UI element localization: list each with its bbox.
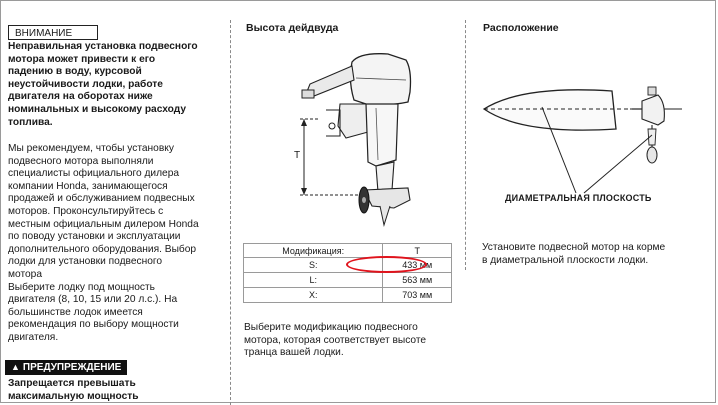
column-divider-right <box>465 20 466 270</box>
table-header-modification: Модификация: <box>244 244 383 258</box>
recommendation-line: Выберите лодку под мощность <box>8 281 155 293</box>
warning-badge-label: ПРЕДУПРЕЖДЕНИЕ <box>22 362 122 373</box>
table-cell-value: 433 мм <box>383 258 452 273</box>
recommendation-line: Мы рекомендуем, чтобы установку <box>8 143 174 154</box>
recommendation-line: мотора <box>8 268 42 280</box>
instruction-line: мотора, которая соответствует высоте <box>244 334 427 346</box>
recommendation-line: специалисты официального дилера <box>8 168 180 180</box>
caution-line: мотора может привести к его <box>8 53 156 65</box>
instruction-line: Выберите модификацию подвесного <box>244 322 418 333</box>
highlight-oval <box>346 256 427 273</box>
caution-badge: ВНИМАНИЕ <box>8 25 98 40</box>
recommendation-line: большинстве лодок имеется <box>8 306 143 318</box>
recommendation-line: двигателя (8, 10, 15 или 20 л.с.). На <box>8 294 178 306</box>
table-cell-mod: L: <box>244 273 383 288</box>
caution-line: топлива. <box>8 116 53 128</box>
recommendation-line: местным официальным дилером Honda <box>8 218 199 230</box>
caution-line: двигателя на оборотах ниже <box>8 91 153 103</box>
location-instruction <box>482 242 702 267</box>
instruction-line: транца вашей лодки. <box>244 347 344 359</box>
recommendation-line: дополнительного оборудования. Выбор <box>8 243 197 255</box>
recommendation-line: продажей и обслуживанием подвесных <box>8 193 195 205</box>
table-row <box>244 288 452 303</box>
recommendation-line: двигателя. <box>8 331 59 343</box>
prohibit-line: Запрещается превышать <box>8 378 136 389</box>
caution-text <box>8 41 223 129</box>
recommendation-line: подвесного мотора выполняли <box>8 155 154 167</box>
column-divider-left <box>230 20 231 405</box>
table-header-row <box>244 244 452 258</box>
caution-line: Неправильная установка подвесного <box>8 41 198 52</box>
recommendation-line: лодки для установки подвесного <box>8 256 163 268</box>
table-row <box>244 273 452 288</box>
table-cell-mod: S: <box>244 258 383 273</box>
location-line: Установите подвесной мотор на корме <box>482 242 666 253</box>
recommendation-text <box>8 143 223 345</box>
modification-instruction <box>244 322 454 360</box>
section-title-transom-height: Высота дейдвуда <box>246 22 339 34</box>
table-cell-value: 703 мм <box>383 288 452 303</box>
table-cell-mod: X: <box>244 288 383 303</box>
recommendation-line: рекомендация по выбору мощности <box>8 319 179 331</box>
caution-line: падению в воду, курсовой <box>8 66 142 78</box>
caution-line: номинальных и высокому расходу <box>8 103 187 115</box>
table-cell-value: 563 мм <box>383 273 452 288</box>
centerline-label: ДИАМЕТРАЛЬНАЯ ПЛОСКОСТЬ <box>505 193 652 203</box>
outboard-motor-illustration <box>280 40 420 235</box>
recommendation-line: компании Honda, занимающегося <box>8 180 168 192</box>
boat-centerline-illustration <box>482 75 692 195</box>
prohibit-text <box>8 378 223 403</box>
warning-triangle-icon: ▲ <box>11 362 20 372</box>
recommendation-line: моторов. Проконсультируйтесь с <box>8 205 164 217</box>
table-header-t: T <box>383 244 452 258</box>
location-line: в диаметральной плоскости лодки. <box>482 254 649 266</box>
section-title-location: Расположение <box>483 22 559 34</box>
dimension-t-label: T <box>294 150 301 161</box>
modification-table <box>243 243 452 303</box>
caution-line: неустойчивости лодки, работе <box>8 78 163 90</box>
prohibit-line: максимальную мощность <box>8 390 139 402</box>
recommendation-line: по поводу установки и эксплуатации <box>8 231 181 243</box>
warning-badge <box>5 360 127 375</box>
